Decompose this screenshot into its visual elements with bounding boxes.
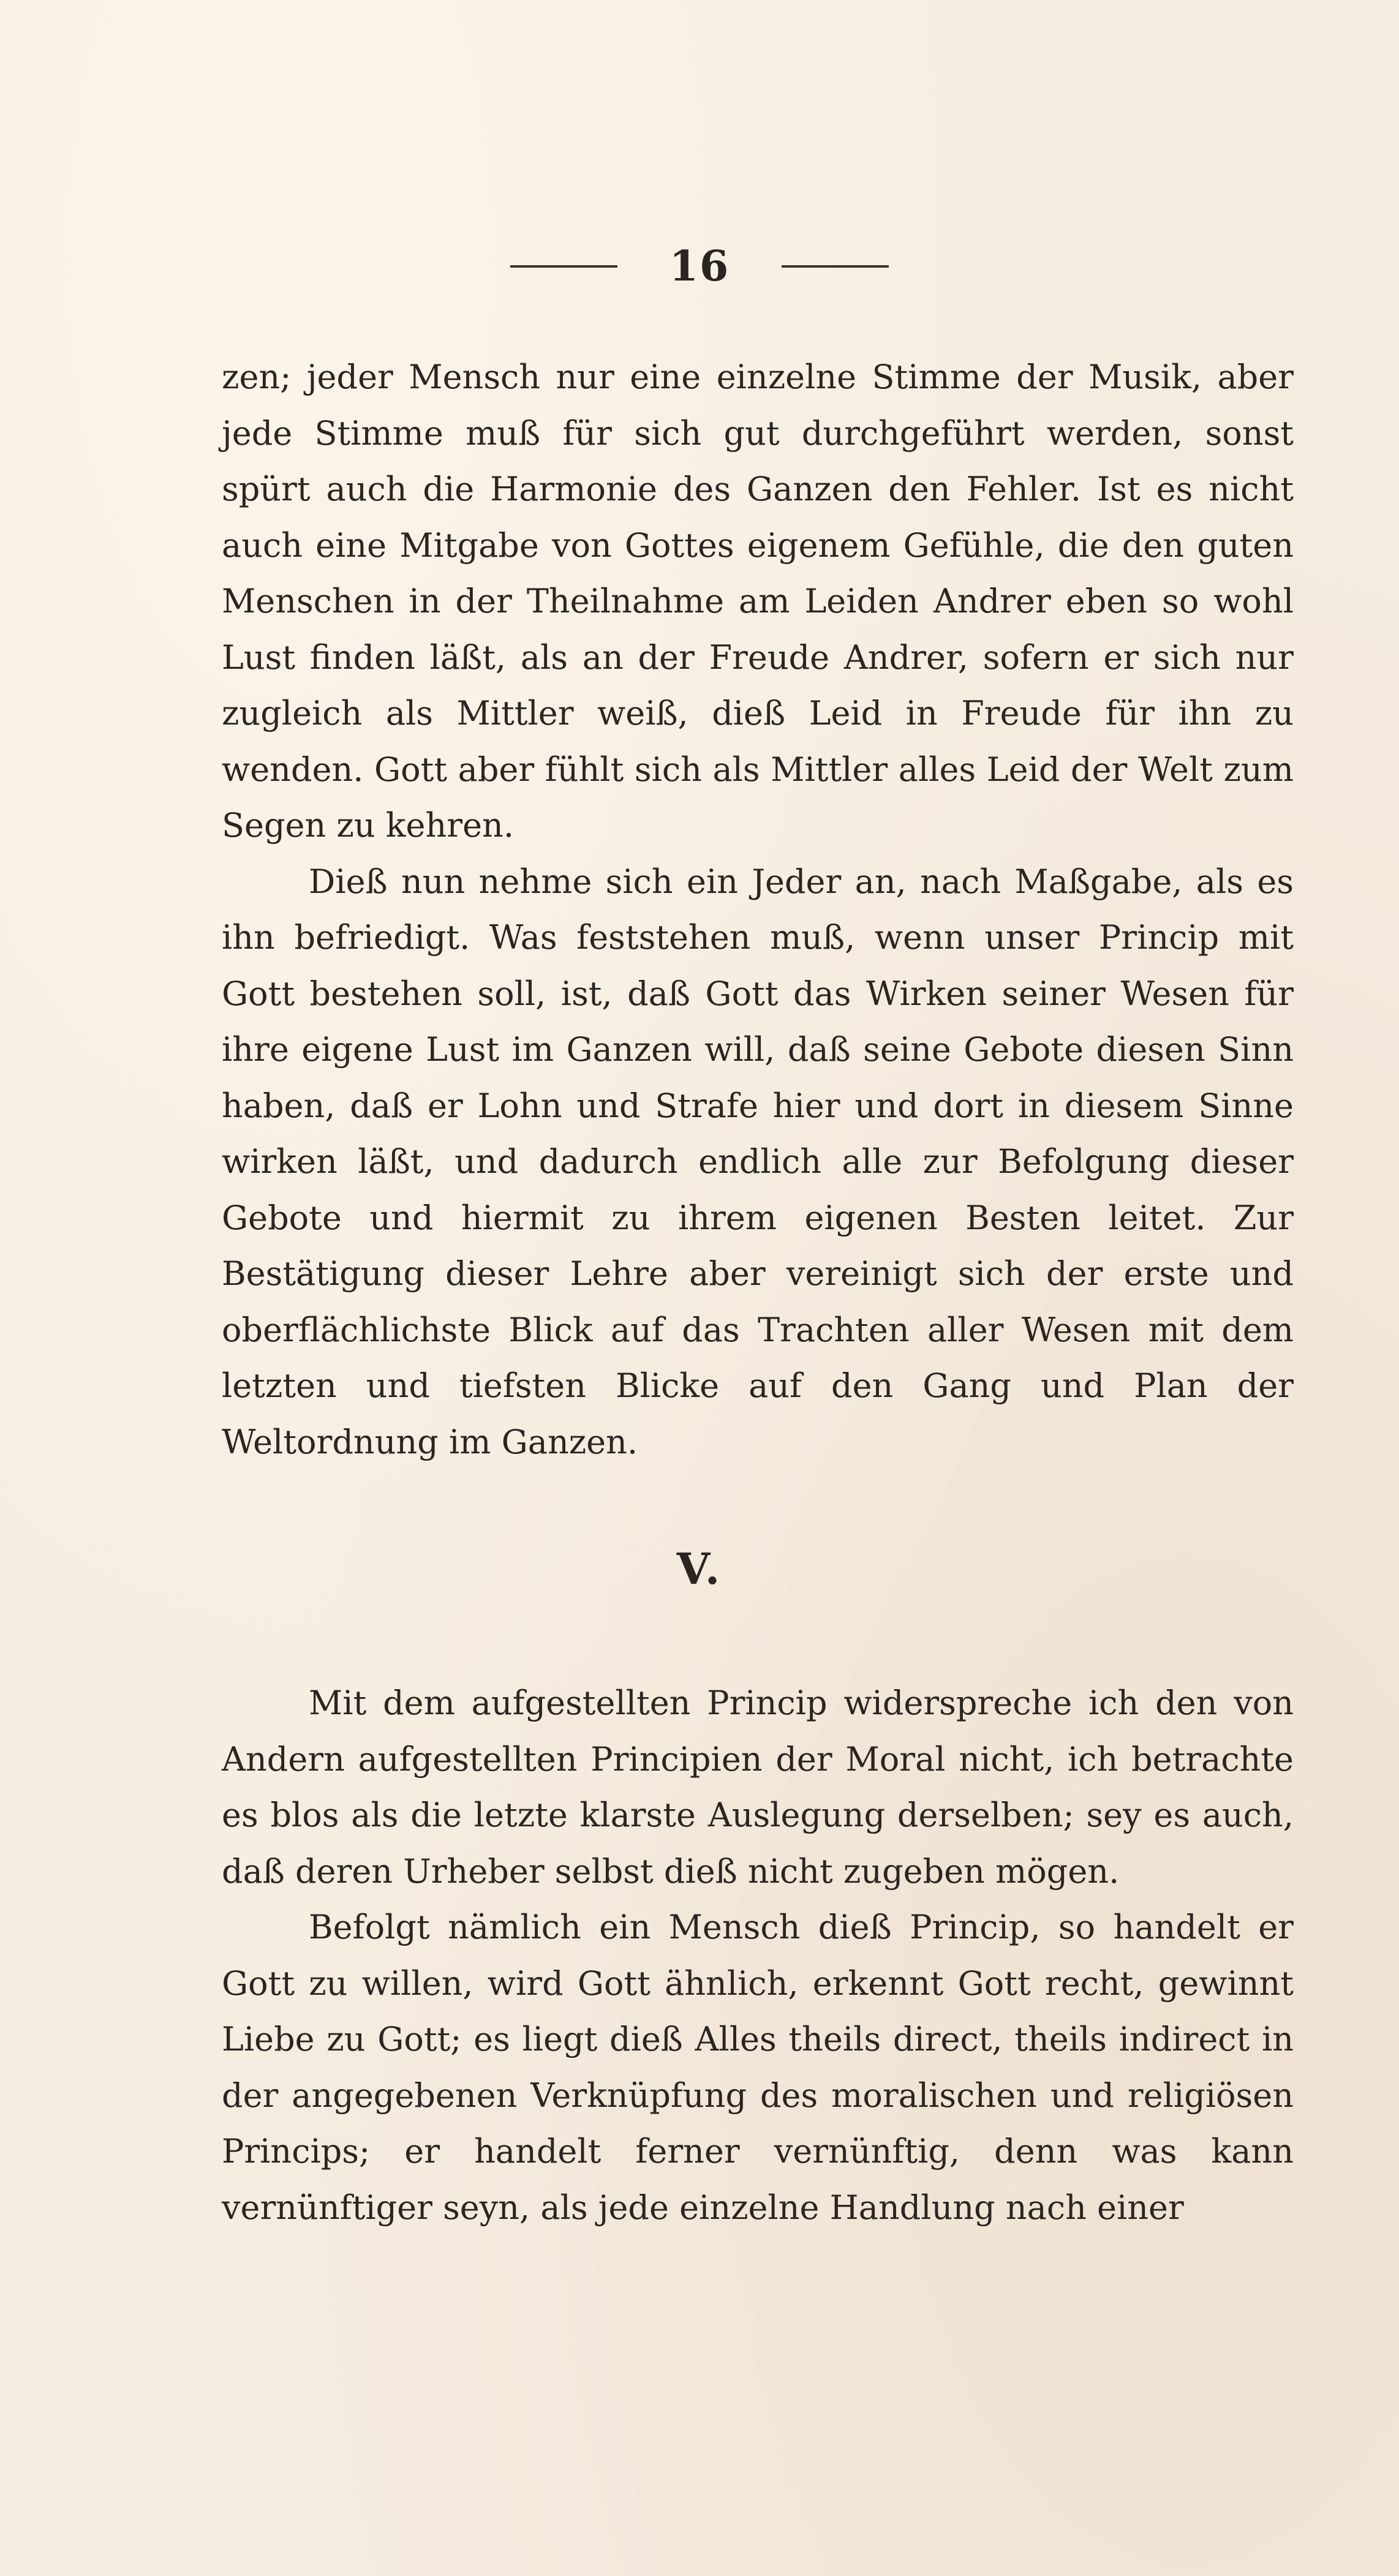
paragraph-continued: zen; jeder Mensch nur eine einzelne Stimme der Musik, aber jede Stimme muß für sich gut durchgeführt werden, sonst spürt auch die Harmonie des Ganzen den Fehler. Ist es nicht auch eine Mitgabe von Gottes eigenem Gefühle, die den guten Menschen in der Theilnahme am Leiden Andrer eben so wohl Lust finden läßt, als an der Freude Andrer, sofern er sich nur zugleich als Mittler weiß, dieß Leid in Freude für ihn zu wenden. Gott aber fühlt sich als Mittler alles Leid der Welt zum Segen zu kehren.: [222, 358, 1294, 845]
paragraph: Befolgt nämlich ein Mensch dieß Princip, so handelt er Gott zu willen, wird Gott ähnlich, erkennt Gott recht, gewinnt Liebe zu Gott; es liegt dieß Alles theils direct, theils indirect in der angegebenen Verknüpfung des moralischen und religiösen Princips; er handelt ferner vernünftig, denn was kann vernünftiger seyn, als jede einzelne Handlung nach einer: [222, 1908, 1294, 2227]
page-number: 16: [669, 242, 730, 291]
header-rule-left: [510, 265, 617, 268]
paragraph: Mit dem aufgestellten Princip widerspreche ich den von Andern aufgestellten Principien der Moral nicht, ich betrachte es blos als die letzte klarste Auslegung derselben; sey es auch, daß deren Urheber selbst dieß nicht zugeben mögen.: [222, 1684, 1294, 1891]
body-text-bottom: [222, 1675, 1294, 2235]
header-rule-right: [782, 265, 889, 268]
body-text-top: [222, 349, 1294, 1470]
paragraph: Dieß nun nehme sich ein Jeder an, nach Maßgabe, als es ihn befriedigt. Was feststehen muß, wenn unser Princip mit Gott bestehen soll, ist, daß Gott das Wirken seiner Wesen für ihre eigene Lust im Ganzen will, daß seine Gebote diesen Sinn haben, daß er Lohn und Strafe hier und dort in diesem Sinne wirken läßt, und dadurch endlich alle zur Befolgung dieser Gebote und hiermit zu ihrem eigenen Besten leitet. Zur Bestätigung dieser Lehre aber vereinigt sich der erste und oberflächlichste Blick auf das Trachten aller Wesen mit dem letzten und tiefsten Blicke auf den Gang und Plan der Weltordnung im Ganzen.: [222, 862, 1294, 1461]
section-heading: V.: [676, 1543, 723, 1594]
page-header: [0, 242, 1399, 291]
